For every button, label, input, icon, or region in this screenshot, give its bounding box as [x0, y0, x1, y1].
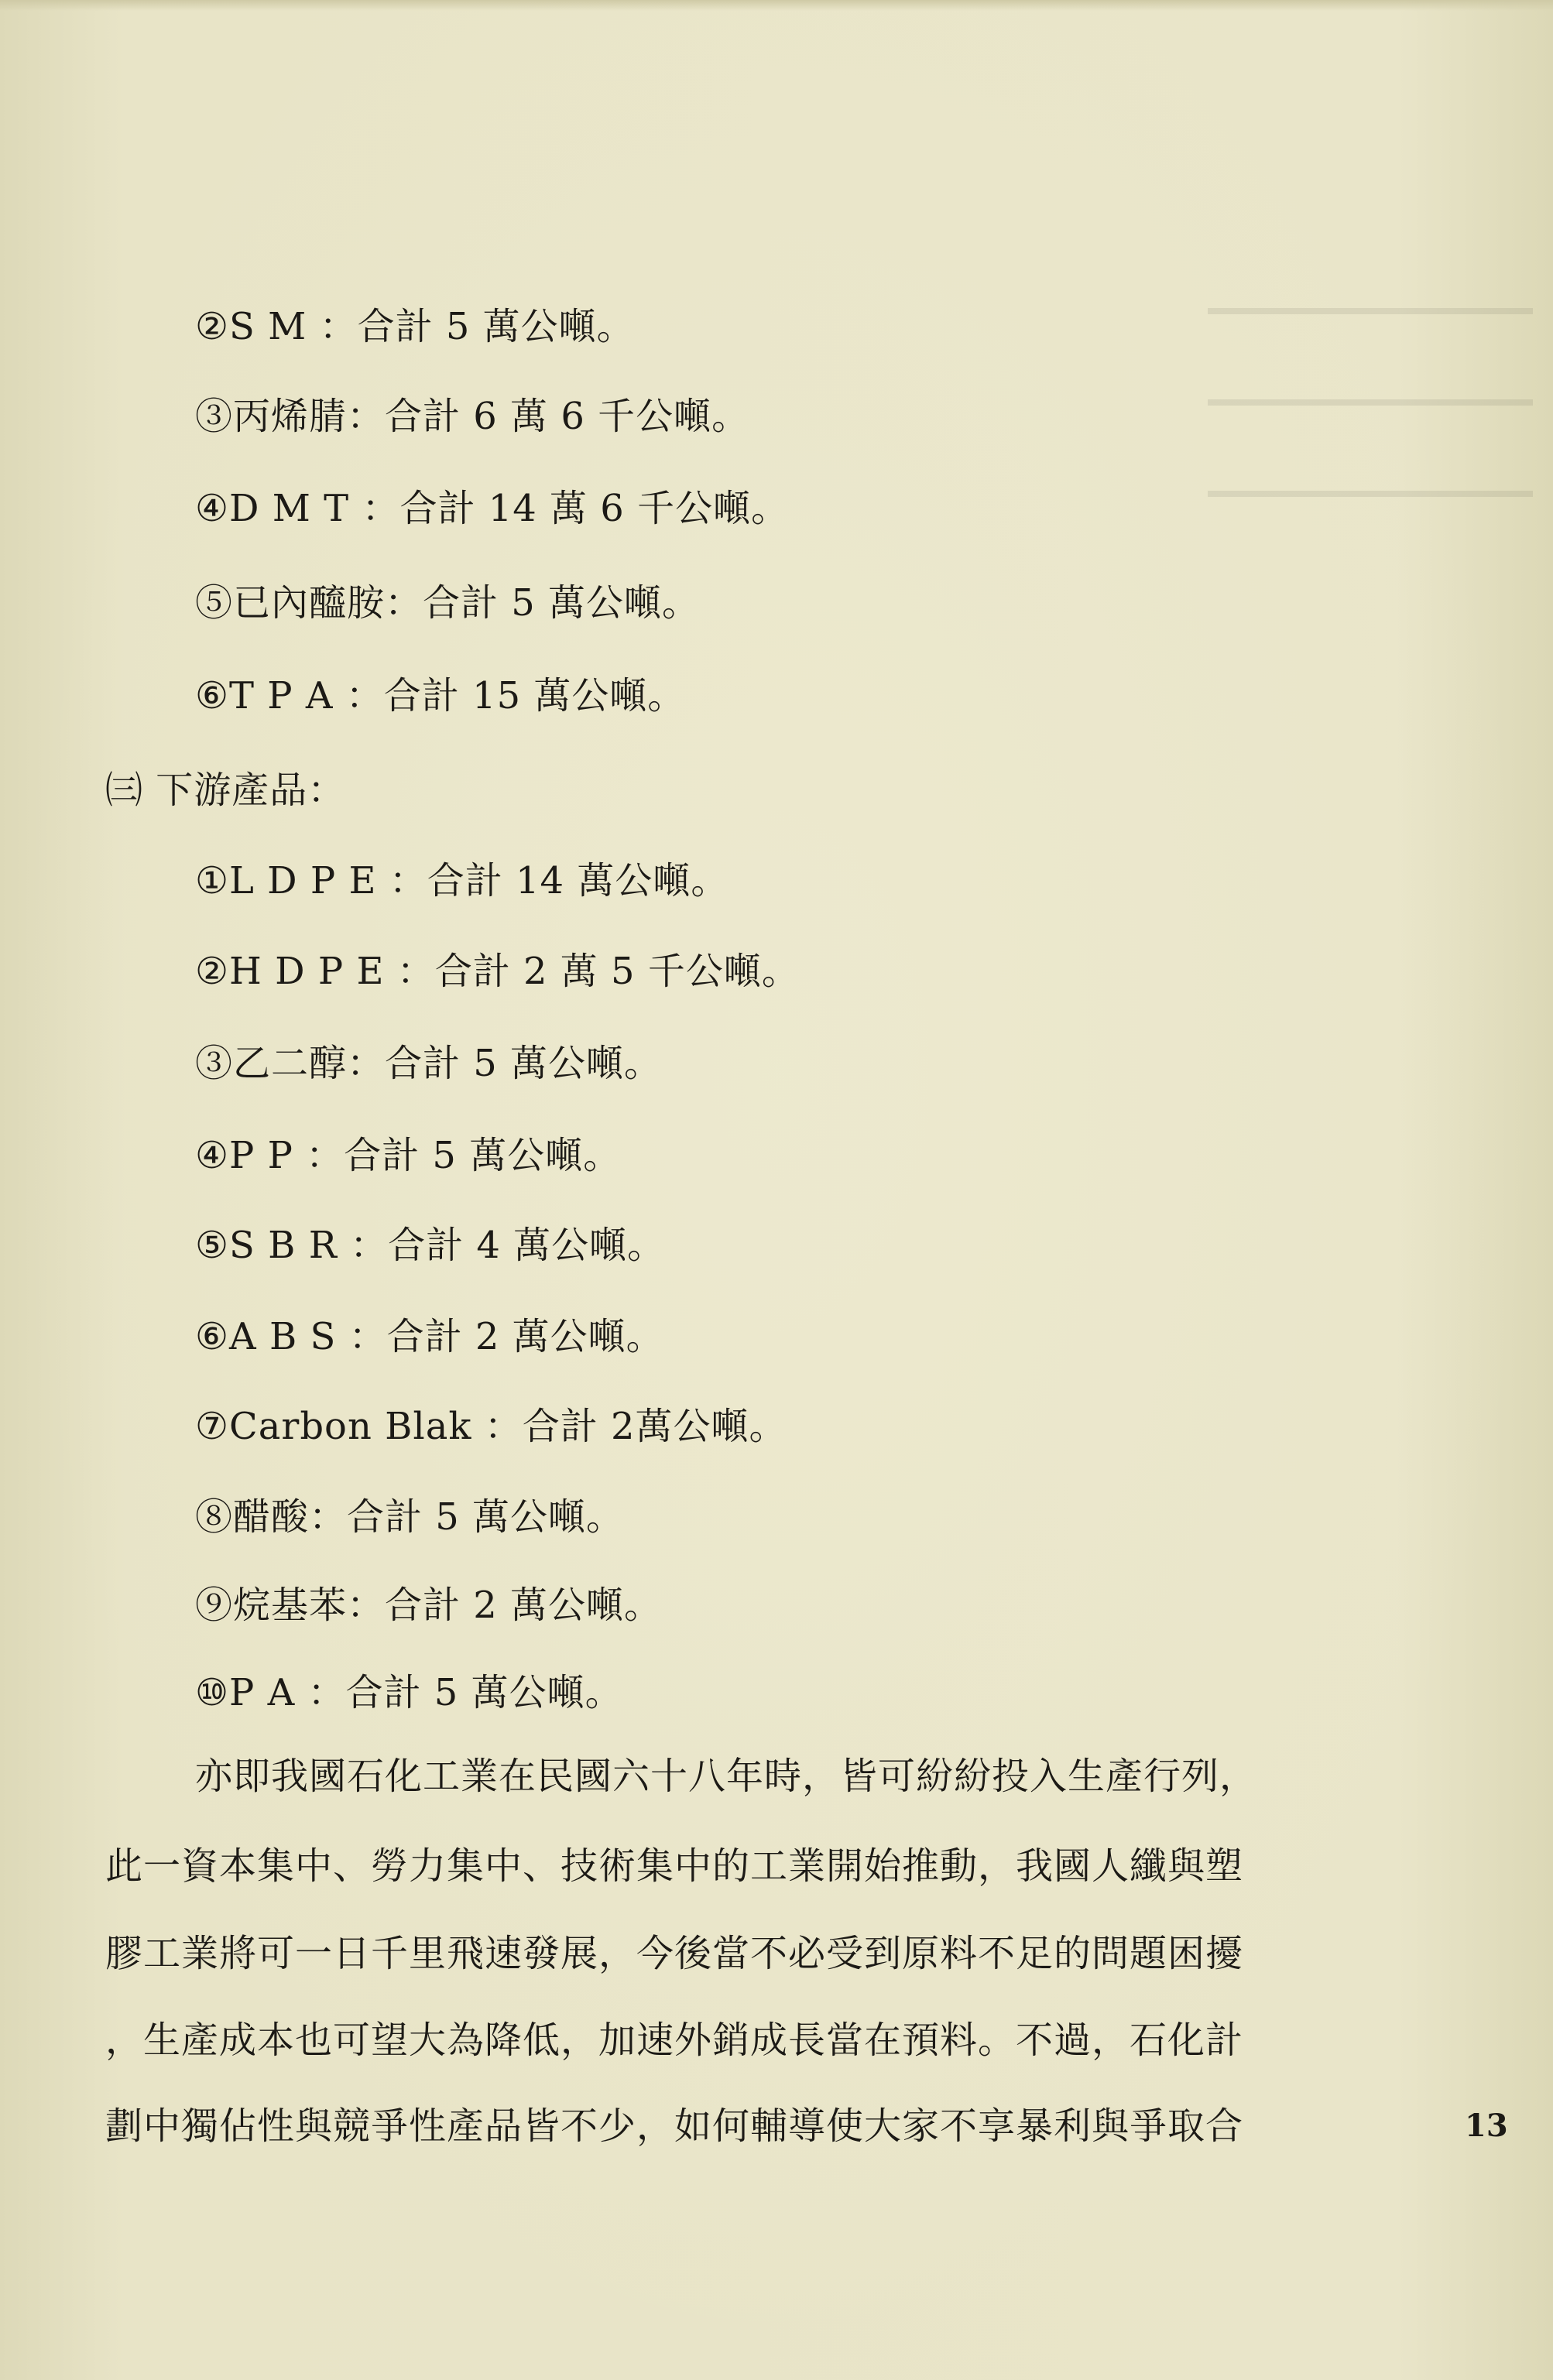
list-item-ethylene-glycol: ③乙二醇：合計 5 萬公噸。 — [195, 1042, 663, 1085]
list-item-dmt: ④D M T ：合計 14 萬 6 千公噸。 — [195, 487, 790, 530]
paragraph-line: 亦即我國石化工業在民國六十八年時，皆可紛紛投入生產行列， — [195, 1755, 1258, 1798]
list-item-tpa: ⑥T P A ：合計 15 萬公噸。 — [195, 674, 686, 717]
list-item-sbr: ⑤S B R ：合計 4 萬公噸。 — [195, 1224, 666, 1267]
list-item-alkylbenzene: ⑨烷基苯：合計 2 萬公噸。 — [195, 1584, 663, 1627]
section-heading: ㈢ 下游產品： — [105, 769, 346, 812]
paragraph-line: 此一資本集中、勞力集中、技術集中的工業開始推動，我國人纖與塑 — [105, 1844, 1244, 1888]
paragraph-line: 劃中獨佔性與競爭性產品皆不少，如何輔導使大家不享暴利與爭取合 — [105, 2104, 1244, 2148]
list-item-ldpe: ①L D P E ：合計 14 萬公噸。 — [195, 859, 729, 902]
page-top-edge — [0, 0, 1553, 11]
list-item-sm: ②S M ：合計 5 萬公噸。 — [195, 305, 635, 348]
show-through-text — [1208, 279, 1533, 526]
paragraph-line: ，生產成本也可望大為降低，加速外銷成長當在預料。不過，石化計 — [105, 2019, 1244, 2062]
list-item-caprolactam: ⑤已內醯胺：合計 5 萬公噸。 — [195, 581, 701, 625]
page-number: 13 — [1465, 2108, 1508, 2144]
list-item-abs: ⑥A B S ：合計 2 萬公噸。 — [195, 1315, 664, 1358]
list-item-hdpe: ②H D P E ：合計 2 萬 5 千公噸。 — [195, 950, 800, 993]
list-item-acrylonitrile: ③丙烯腈：合計 6 萬 6 千公噸。 — [195, 395, 750, 438]
list-item-pp: ④P P ：合計 5 萬公噸。 — [195, 1134, 622, 1177]
list-item-carbon-black: ⑦Carbon Blak ：合計 2萬公噸。 — [195, 1405, 787, 1448]
paragraph-line: 膠工業將可一日千里飛速發展，今後當不必受到原料不足的問題困擾 — [105, 1932, 1244, 1975]
list-item-acetic-acid: ⑧醋酸：合計 5 萬公噸。 — [195, 1495, 625, 1539]
list-item-pa: ⑩P A ：合計 5 萬公噸。 — [195, 1671, 623, 1714]
